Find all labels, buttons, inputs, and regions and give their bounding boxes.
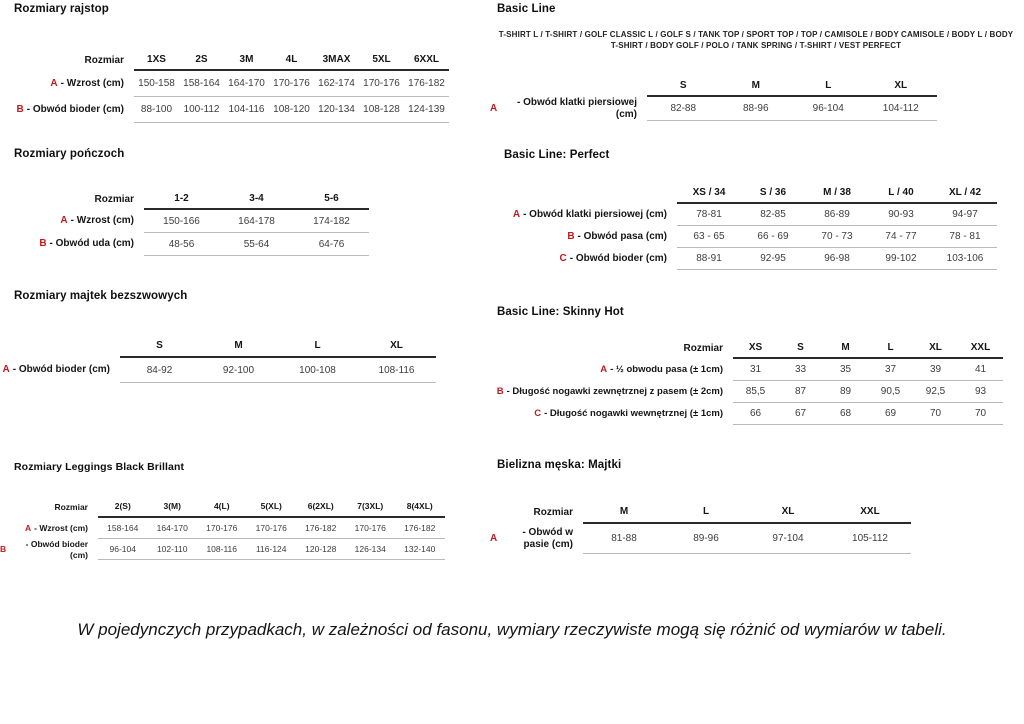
size-column-header: M [199, 334, 278, 358]
size-value-cell: 66 - 69 [741, 226, 805, 248]
row-letter: B [567, 230, 575, 242]
row-letter: B [16, 103, 24, 115]
table-basic-line-perfect [490, 182, 997, 270]
size-value-cell: 99-102 [869, 248, 933, 270]
size-column-header: 3M [224, 49, 269, 71]
row-letter: A [490, 102, 498, 114]
table-corner-label: Rozmiar [683, 342, 723, 354]
size-column-header: XS [733, 337, 778, 359]
table-rozmiary-rajstop [0, 49, 449, 123]
size-value-cell: 68 [823, 403, 868, 425]
row-letter: A [60, 215, 68, 227]
size-column-header: 3MAX [314, 49, 359, 71]
row-letter: B [39, 238, 47, 250]
size-value-cell: 41 [958, 359, 1003, 381]
section-title-rozmiary-rajstop: Rozmiary rajstop [14, 3, 109, 15]
size-value-cell: 105-112 [829, 524, 911, 554]
size-value-cell: 102-110 [148, 539, 198, 560]
size-value-cell: 176-182 [296, 518, 346, 539]
size-value-cell: 63 - 65 [677, 226, 741, 248]
size-value-cell: 87 [778, 381, 823, 403]
size-value-cell: 176-182 [395, 518, 445, 539]
row-letter: A [2, 364, 10, 376]
size-column-header: 5(XL) [247, 496, 297, 518]
size-value-cell: 100-108 [278, 358, 357, 383]
size-value-cell: 90-93 [869, 204, 933, 226]
size-value-cell: 88-91 [677, 248, 741, 270]
size-column-header: XXL [829, 500, 911, 524]
row-letter: A [50, 77, 58, 89]
size-value-cell: 100-112 [179, 97, 224, 123]
size-value-cell: 150-166 [144, 210, 219, 233]
size-value-cell: 94-97 [933, 204, 997, 226]
size-column-header: 5XL [359, 49, 404, 71]
measurement-row-label: B - Długość nogawki zewnętrznej z pasem (± 2cm) [496, 386, 723, 398]
size-column-header: L / 40 [869, 182, 933, 204]
size-value-cell: 170-176 [359, 71, 404, 97]
size-value-cell: 104-116 [224, 97, 269, 123]
size-value-cell: 97-104 [747, 524, 829, 554]
measurement-row-label: B - Obwód bioder (cm) [16, 103, 124, 115]
size-column-header: L [868, 337, 913, 359]
size-value-cell: 85,5 [733, 381, 778, 403]
size-value-cell: 64-76 [294, 233, 369, 256]
section-title-rozmiary-majtek-bezszwowych: Rozmiary majtek bezszwowych [14, 290, 188, 302]
row-letter: B [496, 386, 504, 398]
size-value-cell: 162-174 [314, 71, 359, 97]
size-column-header: 3-4 [219, 188, 294, 210]
size-value-cell: 126-134 [346, 539, 396, 560]
size-value-cell: 96-98 [805, 248, 869, 270]
size-value-cell: 164-170 [148, 518, 198, 539]
size-value-cell: 70 - 73 [805, 226, 869, 248]
size-column-header: S [120, 334, 199, 358]
size-value-cell: 84-92 [120, 358, 199, 383]
size-column-header: 8(4XL) [395, 496, 445, 518]
size-value-cell: 70 [958, 403, 1003, 425]
size-value-cell: 164-170 [224, 71, 269, 97]
disclaimer-footnote: W pojedynczych przypadkach, w zależności od fasonu, wymiary rzeczywiste mogą się różnić od wymiarów w tabeli. [77, 620, 947, 639]
row-letter: C [559, 252, 567, 264]
size-value-cell: 39 [913, 359, 958, 381]
table-corner-label: Rozmiar [84, 54, 124, 66]
section-title-basic-line-perfect: Basic Line: Perfect [504, 149, 610, 161]
row-letter: C [534, 408, 542, 420]
size-value-cell: 89 [823, 381, 868, 403]
size-column-header: XL [865, 76, 938, 97]
size-value-cell: 55-64 [219, 233, 294, 256]
size-column-header: 4L [269, 49, 314, 71]
section-title-basic-line: Basic Line [497, 3, 556, 15]
section-title-rozmiary-ponczoch: Rozmiary pończoch [14, 148, 125, 160]
table-corner-label: Rozmiar [533, 506, 573, 518]
row-letter: A [512, 208, 521, 220]
measurement-row-label: B - Obwód pasa (cm) [567, 230, 667, 242]
size-value-cell: 81-88 [583, 524, 665, 554]
size-column-header: XS / 34 [677, 182, 741, 204]
measurement-row-label: A - Wzrost (cm) [60, 215, 134, 227]
size-value-cell: 78-81 [677, 204, 741, 226]
size-value-cell: 90,5 [868, 381, 913, 403]
size-column-header: L [665, 500, 747, 524]
table-rozmiary-majtek-bezszwowych [0, 334, 436, 383]
row-letter: A [600, 364, 608, 376]
size-value-cell: 158-164 [98, 518, 148, 539]
size-value-cell: 74 - 77 [869, 226, 933, 248]
measurement-row-label: B - Obwód bioder (cm) [0, 538, 88, 560]
size-value-cell: 170-176 [269, 71, 314, 97]
size-column-header: 6XXL [404, 49, 449, 71]
size-value-cell: 108-128 [359, 97, 404, 123]
size-column-header: S [647, 76, 720, 97]
table-corner-label: Rozmiar [54, 502, 88, 512]
size-column-header: 5-6 [294, 188, 369, 210]
size-value-cell: 164-178 [219, 210, 294, 233]
size-value-cell: 170-176 [346, 518, 396, 539]
measurement-row-label: A - Wzrost (cm) [25, 523, 88, 534]
row-letter: A [25, 523, 32, 534]
size-column-header: 1XS [134, 49, 179, 71]
size-value-cell: 67 [778, 403, 823, 425]
measurement-row-label: A - Obwód klatki piersiowej (cm) [512, 208, 667, 220]
measurement-row-label: C - Obwód bioder (cm) [559, 252, 667, 264]
size-value-cell: 70 [913, 403, 958, 425]
table-corner-label [490, 182, 677, 204]
size-value-cell: 92-100 [199, 358, 278, 383]
size-value-cell: 82-88 [647, 97, 720, 121]
size-value-cell: 132-140 [395, 539, 445, 560]
size-value-cell: 89-96 [665, 524, 747, 554]
size-value-cell: 120-134 [314, 97, 359, 123]
size-column-header: 6(2XL) [296, 496, 346, 518]
size-value-cell: 37 [868, 359, 913, 381]
size-column-header: L [278, 334, 357, 358]
size-value-cell: 82-85 [741, 204, 805, 226]
size-column-header: 7(3XL) [346, 496, 396, 518]
size-column-header: 2S [179, 49, 224, 71]
measurement-row-label: A - ½ obwodu pasa (± 1cm) [600, 364, 723, 376]
size-value-cell: 96-104 [98, 539, 148, 560]
size-value-cell: 93 [958, 381, 1003, 403]
size-column-header: XL / 42 [933, 182, 997, 204]
size-value-cell: 86-89 [805, 204, 869, 226]
size-value-cell: 88-100 [134, 97, 179, 123]
measurement-row-label: A - Obwód w pasie (cm) [490, 526, 573, 550]
size-value-cell: 108-116 [357, 358, 436, 383]
size-value-cell: 124-139 [404, 97, 449, 123]
size-column-header: XL [747, 500, 829, 524]
size-column-header: 4(L) [197, 496, 247, 518]
size-value-cell: 78 - 81 [933, 226, 997, 248]
size-value-cell: 174-182 [294, 210, 369, 233]
table-corner-label [490, 76, 647, 97]
section-title-rozmiary-leggings-black-brillant: Rozmiary Leggings Black Brillant [14, 461, 185, 473]
size-column-header: 2(S) [98, 496, 148, 518]
size-value-cell: 158-164 [179, 71, 224, 97]
size-value-cell: 150-158 [134, 71, 179, 97]
size-value-cell: 35 [823, 359, 868, 381]
table-rozmiary-ponczoch [0, 188, 369, 256]
table-corner-label [0, 334, 120, 358]
size-value-cell: 108-116 [197, 539, 247, 560]
size-column-header: 1-2 [144, 188, 219, 210]
section-title-basic-line-skinny-hot: Basic Line: Skinny Hot [497, 306, 624, 318]
measurement-row-label: C - Długość nogawki wewnętrznej (± 1cm) [534, 408, 723, 420]
size-value-cell: 108-120 [269, 97, 314, 123]
size-value-cell: 66 [733, 403, 778, 425]
size-column-header: 3(M) [148, 496, 198, 518]
size-column-header: S / 36 [741, 182, 805, 204]
table-bielizna-meska-majtki [490, 500, 911, 554]
row-letter: B [0, 544, 7, 555]
size-value-cell: 116-124 [247, 539, 297, 560]
size-value-cell: 92,5 [913, 381, 958, 403]
size-value-cell: 31 [733, 359, 778, 381]
size-column-header: XL [913, 337, 958, 359]
size-value-cell: 120-128 [296, 539, 346, 560]
size-value-cell: 33 [778, 359, 823, 381]
table-basic-line [490, 76, 937, 121]
size-value-cell: 176-182 [404, 71, 449, 97]
table-basic-line-skinny-hot [490, 337, 1003, 425]
size-value-cell: 69 [868, 403, 913, 425]
row-letter: A [490, 532, 498, 544]
size-column-header: M [720, 76, 793, 97]
size-column-header: M [823, 337, 868, 359]
basic-line-products-list: T-SHIRT L / T-SHIRT / GOLF CLASSIC L / GOLF S / TANK TOP / SPORT TOP / TOP / CAMISOLE / BODY CAMISOLE / BODY L / BODY T-SHIRT / BODY GOLF / POLO / TANK SPRING / T-SHIRT / VEST PERFECT [498, 30, 1014, 50]
size-value-cell: 170-176 [247, 518, 297, 539]
measurement-row-label: A - Obwód bioder (cm) [2, 364, 110, 376]
measurement-row-label: A - Obwód klatki piersiowej (cm) [490, 96, 637, 120]
size-value-cell: 92-95 [741, 248, 805, 270]
size-column-header: S [778, 337, 823, 359]
size-value-cell: 96-104 [792, 97, 865, 121]
section-title-bielizna-meska-majtki: Bielizna męska: Majtki [497, 459, 622, 471]
size-value-cell: 48-56 [144, 233, 219, 256]
size-column-header: XL [357, 334, 436, 358]
size-column-header: M / 38 [805, 182, 869, 204]
size-value-cell: 88-96 [720, 97, 793, 121]
size-column-header: XXL [958, 337, 1003, 359]
table-rozmiary-leggings-black-brillant [0, 496, 445, 560]
size-value-cell: 104-112 [865, 97, 938, 121]
size-column-header: M [583, 500, 665, 524]
size-value-cell: 103-106 [933, 248, 997, 270]
size-column-header: L [792, 76, 865, 97]
measurement-row-label: A - Wzrost (cm) [50, 77, 124, 89]
measurement-row-label: B - Obwód uda (cm) [39, 238, 134, 250]
size-value-cell: 170-176 [197, 518, 247, 539]
table-corner-label: Rozmiar [94, 193, 134, 205]
